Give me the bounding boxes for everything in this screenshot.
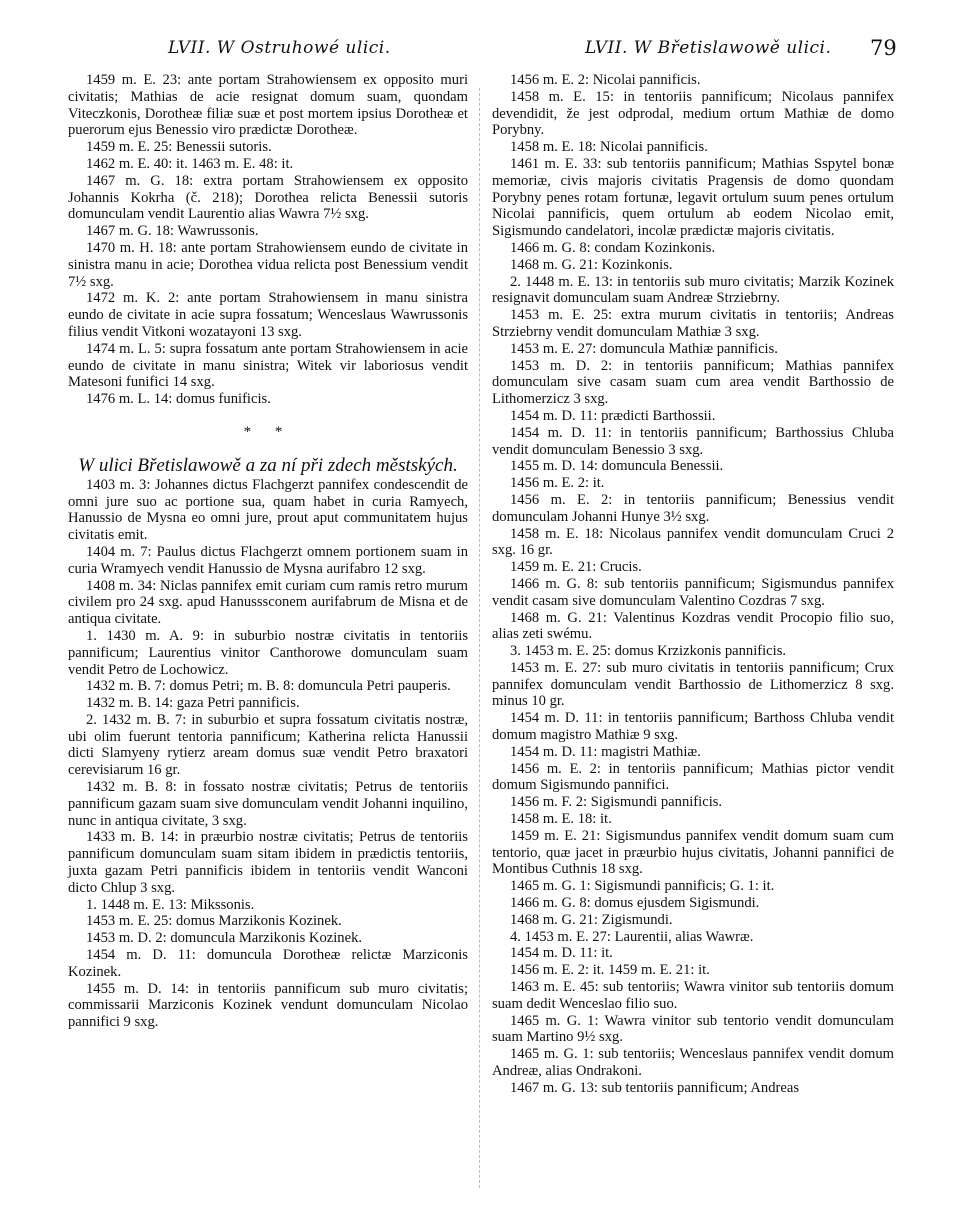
register-entry: 1467 m. G. 13: sub tentoriis pannificum; Andreas (510, 1079, 800, 1096)
register-entry: 1458 m. E. 18: it. (510, 811, 612, 828)
register-entry: 1462 m. E. 40: it. 1463 m. E. 48: it. (86, 155, 294, 172)
register-entry: 1454 m. D. 11: domuncula Dorotheæ relictæ Marziconis Kozinek. (68, 947, 468, 980)
register-entry: 1465 m. G. 1: Sigismundi pannificis; G. 1: it. (510, 878, 775, 895)
register-entry: 1454 m. D. 11: magistri Mathiæ. (510, 743, 701, 760)
section-title: W ulici Břetislawowě a za ní při zdech městských. (78, 454, 458, 476)
register-entry: 1453 m. E. 27: sub muro civitatis in tentoriis pannificum; Crux pannifex domunculam vendit Barthossio de Lithomerzicz 8 sxg. minus 10 gr. (492, 659, 894, 710)
register-entry: 1454 m. D. 11: in tentoriis pannificum; Barthossius Chluba vendit domunculam Benessio 3 sxg. (492, 424, 894, 458)
register-entry: 1466 m. G. 8: domus ejusdem Sigismundi. (510, 895, 760, 912)
register-entry: 1456 m. E. 2: Nicolai pannificis. (510, 72, 701, 88)
register-entry: 1468 m. G. 21: Valentinus Kozdras vendit Procopio filio suo, alias zeti swému. (492, 609, 894, 643)
register-entry: 1465 m. G. 1: Wawra vinitor sub tentorio vendit domunculam suam Martino 9½ sxg. (492, 1012, 894, 1046)
register-entry: 1456 m. E. 2: it. (510, 475, 605, 492)
register-entry: 1470 m. H. 18: ante portam Strahowiensem eundo de civitate in sinistra manu in acie; Dorothea vidua relicta post Benessium vendit 7½ sxg. (68, 239, 468, 290)
running-header (0, 38, 960, 68)
register-entry: 1404 m. 7: Paulus dictus Flachgerzt omnem portionem suam in curia Wramyech vendit Hanussio de Mysna aurifabro 12 sxg. (68, 543, 468, 577)
register-entry: 1455 m. D. 14: domuncula Benessii. (510, 458, 724, 475)
register-entry: 1456 m. E. 2: it. 1459 m. E. 21: it. (510, 962, 710, 979)
register-entry: 2. 1448 m. E. 13: in tentoriis sub muro civitatis; Marzik Kozinek resignavit domunculam suam Andreæ Strziebrny. (492, 273, 894, 307)
header-right: LVII. W Břetislawowě ulici. (585, 38, 832, 58)
register-entry: 1432 m. B. 14: gaza Petri pannificis. (86, 695, 300, 712)
register-entry: 2. 1432 m. B. 7: in suburbio et supra fossatum civitatis nostræ, ubi olim fuerunt tentoria pannificum; Katherina relicta Hanussii dicti Slamyeny rytierz aream domus suæ vendit Petro braxatori cerevisiarum 16 gr. (68, 711, 468, 779)
register-entry: 1433 m. B. 14: in præurbio nostræ civitatis; Petrus de tentoriis pannificum domunculam suam sitam ibidem in prædictis tentoriis, juxta gazam Petri pannificis ibidem in tentoriis vendit Wanconi dicto Chlup 3 sxg. (68, 829, 468, 896)
register-entry: 1465 m. G. 1: sub tentoriis; Wenceslaus pannifex vendit domum Andreæ, alias Ondrakoni. (492, 1046, 894, 1080)
register-entry: 1403 m. 3: Johannes dictus Flachgerzt pannifex condescendit de omni jure suo ac portione sua, quam habet in curia Ramyech, Hanussio de Mysna eo omni jure, prout aput communitatem hujus civitatis emit. (68, 476, 468, 544)
register-entry: 1456 m. E. 2: in tentoriis pannificum; Benessius vendit domunculam Johanni Hunye 3½ sxg. (492, 491, 894, 525)
left-column (68, 72, 468, 1031)
register-entry: 1466 m. G. 8: condam Kozinkonis. (510, 239, 716, 256)
register-entry: 1454 m. D. 11: it. (510, 945, 613, 962)
register-entry: 1453 m. D. 2: in tentoriis pannificum; Mathias pannifex domunculam sive casam suam cum area vendit Barthossio de Lithomerzicz 3 sxg. (492, 357, 894, 408)
section-separator: * * (243, 423, 293, 440)
left-column-entries-bottom (68, 477, 468, 1031)
right-column (492, 72, 894, 1097)
header-left: LVII. W Ostruhowé ulici. (168, 38, 391, 58)
register-entry: 1455 m. D. 14: in tentoriis pannificum sub muro civitatis; commissarii Marziconis Kozinek vendunt domunculam Nicolao pannifici 9 sxg. (68, 980, 468, 1031)
register-entry: 1453 m. E. 27: domuncula Mathiæ pannificis. (510, 340, 778, 357)
register-entry: 1468 m. G. 21: Zigismundi. (510, 911, 673, 928)
left-column-entries-top (68, 72, 468, 408)
register-entry: 1453 m. D. 2: domuncula Marzikonis Kozinek. (86, 930, 363, 947)
register-entry: 1454 m. D. 11: in tentoriis pannificum; Barthoss Chluba vendit domum magistro Mathiæ 9 sxg. (492, 710, 894, 744)
register-entry: 1408 m. 34: Niclas pannifex emit curiam cum ramis retro murum civilem pro 24 sxg. apud Hanusssconem aurifabrum de Misna et de antiqua civitate. (68, 577, 468, 628)
register-entry: 1458 m. E. 15: in tentoriis pannificum; Nicolaus pannifex devendidit, že jest odprodal, medium ortum Mathiæ de domo Porybny. (492, 88, 894, 139)
register-entry: 1458 m. E. 18: Nicolaus pannifex vendit domunculam Cruci 2 sxg. 16 gr. (492, 525, 894, 559)
register-entry: 1459 m. E. 21: Crucis. (510, 559, 642, 576)
register-entry: 1432 m. B. 8: in fossato nostræ civitatis; Petrus de tentoriis pannificum gazam suam sive domunculam vendit Johanni inquilino, nunc in antiqua civitate, 3 sxg. (68, 779, 468, 829)
register-entry: 1456 m. E. 2: in tentoriis pannificum; Mathias pictor vendit domum Sigismundo pannifici. (492, 760, 894, 794)
register-entry: 1476 m. L. 14: domus funificis. (86, 391, 271, 408)
register-entry: 1467 m. G. 18: extra portam Strahowiensem ex opposito Johannis Kokrha (č. 218); Dorothea relicta Benessii sutoris domunculam vendit Laurentio alias Wawra 7½ sxg. (68, 172, 468, 223)
register-entry: 1456 m. F. 2: Sigismundi pannificis. (510, 794, 723, 811)
register-entry: 1454 m. D. 11: prædicti Barthossii. (510, 407, 716, 424)
register-entry: 1474 m. L. 5: supra fossatum ante portam Strahowiensem in acie eundo de civitate in manu sinistra; Witek vir laboriosus vendit Matesoni funifici 14 sxg. (68, 340, 468, 391)
register-entry: 1453 m. E. 25: extra murum civitatis in tentoriis; Andreas Strziebrny vendit domunculam Mathiæ 3 sxg. (492, 307, 894, 340)
register-entry: 1472 m. K. 2: ante portam Strahowiensem in manu sinistra eundo de civitate in acie supra fossatum; Wenceslaus Wawrussonis filius vendit Vitkoni wozatayoni 13 sxg. (68, 290, 468, 340)
column-divider (479, 88, 480, 1188)
register-entry: 1468 m. G. 21: Kozinkonis. (510, 256, 673, 273)
register-entry: 1432 m. B. 7: domus Petri; m. B. 8: domuncula Petri pauperis. (86, 678, 451, 695)
register-entry: 1453 m. E. 25: domus Marzikonis Kozinek. (86, 913, 342, 930)
register-entry: 1. 1430 m. A. 9: in suburbio nostræ civitatis in tentoriis pannificum; Laurentius vinitor Canthorowe domunculam suam vendit Petro de Lochowicz. (68, 627, 468, 678)
register-entry: 1466 m. G. 8: sub tentoriis pannificum; Sigismundus pannifex vendit casam sive domunculam Valentino Cozdras 7 sxg. (492, 575, 894, 609)
register-entry: 1461 m. E. 33: sub tentoriis pannificum; Mathias Sspytel bonæ memoriæ, civis majoris civitatis Pragensis de domo quondam Porybny penes rotam fortunæ, legavit ortulum suum penes ortulum Nicolai pannificis, quem ortulum ab eodem Nicolao emit, Sigismundo candelatori, incolæ prædictæ majoris civitatis. (492, 155, 894, 240)
register-entry: 1. 1448 m. E. 13: Mikssonis. (86, 896, 255, 913)
register-entry: 4. 1453 m. E. 27: Laurentii, alias Wawræ. (510, 928, 754, 945)
register-entry: 1463 m. E. 45: sub tentoriis; Wawra vinitor sub tentoriis domum suam dedit Wenceslao filio suo. (492, 979, 894, 1012)
right-column-entries (492, 72, 894, 1097)
register-entry: 1459 m. E. 25: Benessii sutoris. (86, 139, 272, 156)
register-entry: 1458 m. E. 18: Nicolai pannificis. (510, 139, 708, 156)
register-entry: 1459 m. E. 23: ante portam Strahowiensem ex opposito muri civitatis; Mathias de acie resignat domum suam, quondam Viteczkonis, Dorotheæ filiæ suæ et post mortem ipsius Dorotheæ et puerorum ejus Benessio viro prædictæ Dorotheæ. (68, 72, 468, 139)
register-entry: 1459 m. E. 21: Sigismundus pannifex vendit domum suam cum tentorio, quæ jacet in præurbio hujus civitatis, Johanni pannifici de Montibus Cuthnis 18 sxg. (492, 827, 894, 878)
page-number: 79 (870, 36, 897, 60)
register-entry: 1467 m. G. 18: Wawrussonis. (86, 223, 259, 240)
register-entry: 3. 1453 m. E. 25: domus Krzizkonis pannificis. (510, 643, 787, 660)
